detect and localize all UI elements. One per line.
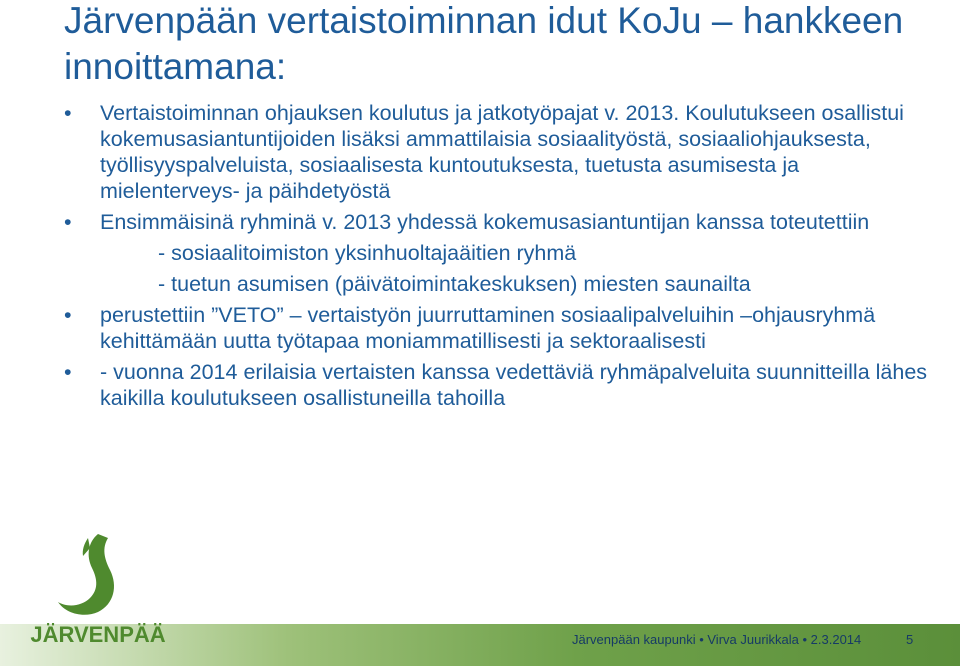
city-logo [28, 520, 168, 660]
sub-item-1: - sosiaalitoimiston yksinhuoltajaäitien ryhmä [158, 241, 577, 265]
footer-text: Järvenpään kaupunki • Virva Juurikkala • 2.3.2014 [572, 632, 862, 647]
bullet-text: Vertaistoiminnan ohjauksen koulutus ja jatkotyöpajat v. 2013. Koulutukseen osallistui kokemusasiantuntijoiden lisäksi ammattilaisia sosiaalityöstä, sosiaaliohjauksesta, työllisyyspalveluista, sosiaalisesta kuntoutuksesta, tuetusta asumisesta ja mielenterveys- ja päihdetyöstä [100, 101, 904, 203]
bullet-item-4 [64, 359, 944, 411]
bullet-marker: • [64, 101, 72, 125]
bullet-text: - vuonna 2014 erilaisia vertaisten kanssa vedettäviä ryhmäpalveluita suunnitteilla lähes kaikilla koulutukseen osallistuneilla tahoilla [100, 360, 928, 410]
bullet-text: perustettiin ”VETO” – vertaistyön juurruttaminen sosiaalipalveluihin –ohjausryhmä kehittämään uutta työtapaa moniammatillisesti ja sektoraalisesti [100, 303, 876, 353]
bullet-item-2 [64, 209, 944, 235]
bullet-marker: • [64, 210, 72, 234]
slide-content [64, 100, 944, 416]
sub-item-2: - tuetun asumisen (päivätoimintakeskuksen) miesten saunailta [158, 272, 751, 296]
bullet-marker: • [64, 360, 72, 384]
bullet-marker: • [64, 303, 72, 327]
logo-text: JÄRVENPÄÄ [30, 622, 166, 647]
bullet-item-3 [64, 302, 944, 354]
bullet-text: Ensimmäisinä ryhminä v. 2013 yhdessä kokemusasiantuntijan kanssa toteutettiin [100, 210, 870, 234]
bullet-item-1 [64, 100, 944, 204]
swan-icon [58, 534, 114, 615]
page-number: 5 [906, 632, 914, 647]
slide-title: Järvenpään vertaistoiminnan idut KoJu – hankkeen innoittamana: [64, 0, 904, 87]
